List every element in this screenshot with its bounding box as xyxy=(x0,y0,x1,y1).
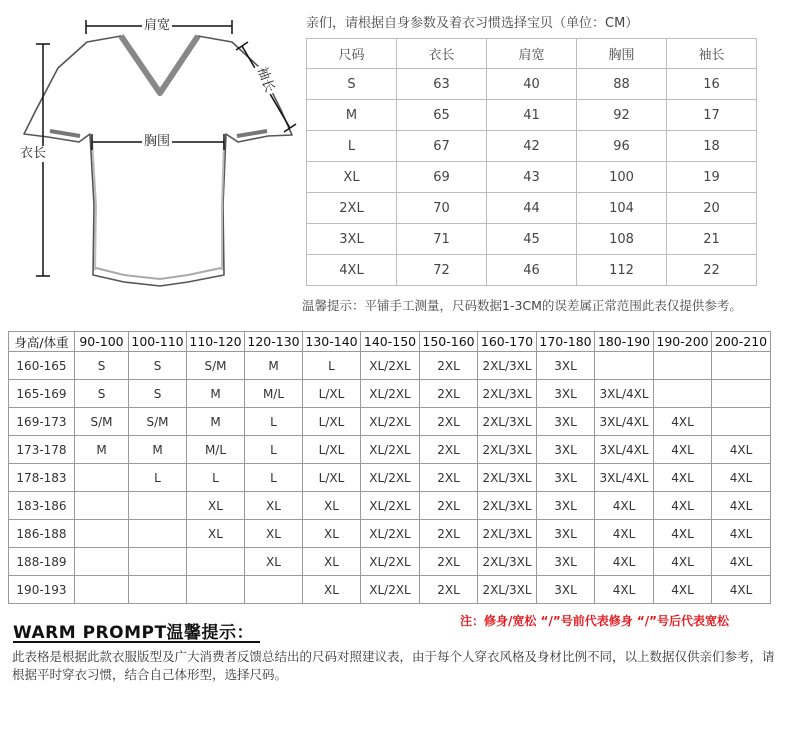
recommended-size-cell xyxy=(75,492,129,520)
hw-table-row xyxy=(9,520,771,548)
size-value-cell: 40 xyxy=(487,69,577,100)
recommended-size-cell: S xyxy=(129,380,187,408)
recommended-size-cell: 4XL xyxy=(712,520,771,548)
size-table xyxy=(306,38,757,286)
recommended-size-cell: 4XL xyxy=(654,436,712,464)
hw-table-row xyxy=(9,464,771,492)
height-label-cell: 178-183 xyxy=(9,464,75,492)
recommended-size-cell: XL xyxy=(303,492,361,520)
recommended-size-cell: 2XL xyxy=(420,464,478,492)
size-label-cell: L xyxy=(307,131,397,162)
size-value-cell: 44 xyxy=(487,193,577,224)
recommended-size-cell: XL/2XL xyxy=(361,408,420,436)
recommended-size-cell: 3XL xyxy=(537,492,595,520)
recommended-size-cell: S/M xyxy=(75,408,129,436)
size-table-row xyxy=(307,69,757,100)
recommended-size-cell: 2XL xyxy=(420,548,478,576)
size-value-cell: 17 xyxy=(667,100,757,131)
recommended-size-cell: 4XL xyxy=(654,576,712,604)
weight-header-cell: 100-110 xyxy=(129,332,187,352)
size-table-row xyxy=(307,100,757,131)
recommended-size-cell: XL/2XL xyxy=(361,576,420,604)
recommended-size-cell: 4XL xyxy=(712,548,771,576)
recommended-size-cell xyxy=(595,352,654,380)
warm-prompt-title: WARM PROMPT温馨提示： xyxy=(13,623,255,643)
recommended-size-cell: M xyxy=(75,436,129,464)
size-table-header-row xyxy=(307,39,757,69)
recommended-size-cell: 2XL xyxy=(420,352,478,380)
recommended-size-cell: XL xyxy=(245,548,303,576)
hw-corner-header: 身高/体重 xyxy=(9,332,75,352)
recommended-size-cell: L xyxy=(245,408,303,436)
recommended-size-cell: XL/2XL xyxy=(361,352,420,380)
size-value-cell: 46 xyxy=(487,255,577,286)
recommended-size-cell xyxy=(712,408,771,436)
size-value-cell: 42 xyxy=(487,131,577,162)
recommended-size-cell: 2XL/3XL xyxy=(478,408,537,436)
recommended-size-cell: 4XL xyxy=(712,492,771,520)
weight-header-cell: 170-180 xyxy=(537,332,595,352)
recommended-size-cell: 2XL/3XL xyxy=(478,380,537,408)
recommended-size-cell xyxy=(187,576,245,604)
size-value-cell: 96 xyxy=(577,131,667,162)
size-table-row xyxy=(307,193,757,224)
height-label-cell: 173-178 xyxy=(9,436,75,464)
size-value-cell: 19 xyxy=(667,162,757,193)
weight-header-cell: 90-100 xyxy=(75,332,129,352)
recommended-size-cell: 2XL xyxy=(420,380,478,408)
height-label-cell: 186-188 xyxy=(9,520,75,548)
recommended-size-cell: 4XL xyxy=(595,548,654,576)
recommended-size-cell: XL xyxy=(303,576,361,604)
length-label: 衣长 xyxy=(20,146,47,161)
recommended-size-cell: M/L xyxy=(187,436,245,464)
recommended-size-cell: 2XL/3XL xyxy=(478,520,537,548)
height-label-cell: 190-193 xyxy=(9,576,75,604)
size-label-cell: XL xyxy=(307,162,397,193)
recommended-size-cell xyxy=(129,520,187,548)
size-label-cell: M xyxy=(307,100,397,131)
size-value-cell: 21 xyxy=(667,224,757,255)
size-value-cell: 67 xyxy=(397,131,487,162)
size-value-cell: 108 xyxy=(577,224,667,255)
recommended-size-cell: 4XL xyxy=(712,436,771,464)
hw-table-row xyxy=(9,548,771,576)
size-label-cell: S xyxy=(307,69,397,100)
recommended-size-cell: 2XL xyxy=(420,436,478,464)
recommended-size-cell: 4XL xyxy=(654,408,712,436)
recommended-size-cell: 4XL xyxy=(595,520,654,548)
hw-table-row xyxy=(9,492,771,520)
recommended-size-cell: M xyxy=(245,352,303,380)
size-value-cell: 100 xyxy=(577,162,667,193)
weight-header-cell: 180-190 xyxy=(595,332,654,352)
recommended-size-cell xyxy=(245,576,303,604)
recommended-size-cell: L/XL xyxy=(303,464,361,492)
recommended-size-cell: XL/2XL xyxy=(361,380,420,408)
recommended-size-cell: L xyxy=(129,464,187,492)
size-value-cell: 104 xyxy=(577,193,667,224)
recommended-size-cell: L xyxy=(245,464,303,492)
recommended-size-cell: XL xyxy=(245,520,303,548)
recommended-size-cell xyxy=(129,548,187,576)
recommended-size-cell: XL/2XL xyxy=(361,520,420,548)
recommended-size-cell: L/XL xyxy=(303,436,361,464)
height-label-cell: 183-186 xyxy=(9,492,75,520)
size-value-cell: 88 xyxy=(577,69,667,100)
size-table-row xyxy=(307,162,757,193)
height-label-cell: 165-169 xyxy=(9,380,75,408)
size-header-cell: 袖长 xyxy=(667,39,757,69)
recommended-size-cell: 4XL xyxy=(654,492,712,520)
recommended-size-cell: M xyxy=(129,436,187,464)
recommended-size-cell: 3XL/4XL xyxy=(595,408,654,436)
size-value-cell: 69 xyxy=(397,162,487,193)
recommended-size-cell: L/XL xyxy=(303,380,361,408)
weight-header-cell: 150-160 xyxy=(420,332,478,352)
recommended-size-cell: XL xyxy=(187,492,245,520)
size-label-cell: 3XL xyxy=(307,224,397,255)
size-header-cell: 衣长 xyxy=(397,39,487,69)
size-value-cell: 43 xyxy=(487,162,577,193)
weight-header-cell: 140-150 xyxy=(361,332,420,352)
size-value-cell: 92 xyxy=(577,100,667,131)
recommended-size-cell: 4XL xyxy=(654,520,712,548)
recommended-size-cell: 2XL/3XL xyxy=(478,492,537,520)
height-label-cell: 160-165 xyxy=(9,352,75,380)
recommended-size-cell xyxy=(75,464,129,492)
recommended-size-cell: 3XL xyxy=(537,380,595,408)
hw-table-row xyxy=(9,576,771,604)
recommended-size-cell xyxy=(712,352,771,380)
recommended-size-cell: M xyxy=(187,408,245,436)
size-header-cell: 肩宽 xyxy=(487,39,577,69)
weight-header-cell: 160-170 xyxy=(478,332,537,352)
height-label-cell: 169-173 xyxy=(9,408,75,436)
recommended-size-cell xyxy=(75,548,129,576)
recommended-size-cell: S/M xyxy=(129,408,187,436)
recommended-size-cell: 2XL xyxy=(420,408,478,436)
recommended-size-cell: XL/2XL xyxy=(361,436,420,464)
recommended-size-cell: 3XL/4XL xyxy=(595,436,654,464)
weight-header-cell: 110-120 xyxy=(187,332,245,352)
size-value-cell: 20 xyxy=(667,193,757,224)
height-label-cell: 188-189 xyxy=(9,548,75,576)
warm-prompt-body: 此表格是根据此款衣服版型及广大消费者反馈总结出的尺码对照建议表，由于每个人穿衣风格及身材比例不同，以上数据仅供亲们参考，请根据平时穿衣习惯，结合自己体形型，选择尺码。 xyxy=(12,649,775,682)
recommended-size-cell xyxy=(187,548,245,576)
size-table-row xyxy=(307,224,757,255)
size-label-cell: 2XL xyxy=(307,193,397,224)
recommended-size-cell: 3XL/4XL xyxy=(595,464,654,492)
recommended-size-cell: 3XL xyxy=(537,520,595,548)
hw-table-row xyxy=(9,408,771,436)
recommended-size-cell: 4XL xyxy=(595,576,654,604)
recommended-size-cell: XL/2XL xyxy=(361,492,420,520)
weight-header-cell: 120-130 xyxy=(245,332,303,352)
size-table-caption: 亲们，请根据自身参数及着衣习惯选择宝贝（单位：CM） xyxy=(306,16,639,31)
recommended-size-cell: XL/2XL xyxy=(361,464,420,492)
recommended-size-cell: 2XL/3XL xyxy=(478,352,537,380)
recommended-size-cell: 4XL xyxy=(712,464,771,492)
recommended-size-cell: 2XL xyxy=(420,520,478,548)
recommended-size-cell: XL xyxy=(187,520,245,548)
recommended-size-cell: 4XL xyxy=(654,548,712,576)
weight-header-cell: 200-210 xyxy=(712,332,771,352)
size-label-cell: 4XL xyxy=(307,255,397,286)
recommended-size-cell: 2XL xyxy=(420,492,478,520)
size-table-note: 温馨提示：平铺手工测量，尺码数据1-3CM的误差属正常范围此表仅提供参考。 xyxy=(302,298,742,313)
size-table-body xyxy=(307,69,757,286)
recommended-size-cell: XL xyxy=(303,520,361,548)
recommended-size-cell: XL/2XL xyxy=(361,548,420,576)
recommended-size-cell: XL xyxy=(245,492,303,520)
size-value-cell: 65 xyxy=(397,100,487,131)
size-value-cell: 71 xyxy=(397,224,487,255)
recommended-size-cell xyxy=(129,576,187,604)
recommended-size-cell: L/XL xyxy=(303,408,361,436)
recommended-size-cell: M/L xyxy=(245,380,303,408)
size-header-cell: 胸围 xyxy=(577,39,667,69)
recommended-size-cell xyxy=(712,380,771,408)
shoulder-width-label: 肩宽 xyxy=(144,18,171,33)
recommended-size-cell: S xyxy=(129,352,187,380)
recommended-size-cell: 3XL xyxy=(537,436,595,464)
hw-table-row xyxy=(9,352,771,380)
size-value-cell: 63 xyxy=(397,69,487,100)
hw-table-body xyxy=(9,352,771,604)
recommended-size-cell: M xyxy=(187,380,245,408)
size-table-row xyxy=(307,255,757,286)
size-value-cell: 18 xyxy=(667,131,757,162)
recommended-size-cell: L xyxy=(187,464,245,492)
size-value-cell: 16 xyxy=(667,69,757,100)
recommended-size-cell: L xyxy=(245,436,303,464)
hw-header-row xyxy=(9,332,771,352)
recommended-size-cell: 3XL xyxy=(537,548,595,576)
size-table-row xyxy=(307,131,757,162)
recommended-size-cell xyxy=(75,576,129,604)
warm-prompt-underline xyxy=(13,641,260,643)
chest-label: 胸围 xyxy=(144,134,171,149)
size-value-cell: 72 xyxy=(397,255,487,286)
recommended-size-cell xyxy=(75,520,129,548)
recommended-size-cell xyxy=(129,492,187,520)
size-value-cell: 41 xyxy=(487,100,577,131)
recommended-size-cell: S xyxy=(75,352,129,380)
hw-table-row xyxy=(9,380,771,408)
recommended-size-cell: S/M xyxy=(187,352,245,380)
size-value-cell: 45 xyxy=(487,224,577,255)
height-weight-table xyxy=(8,331,771,604)
recommended-size-cell: 2XL/3XL xyxy=(478,548,537,576)
recommended-size-cell: 3XL/4XL xyxy=(595,380,654,408)
recommended-size-cell: L xyxy=(303,352,361,380)
fit-note: 注：修身/宽松 “/”号前代表修身 “/”号后代表宽松 xyxy=(460,614,730,628)
recommended-size-cell: 2XL xyxy=(420,576,478,604)
size-value-cell: 22 xyxy=(667,255,757,286)
size-value-cell: 70 xyxy=(397,193,487,224)
recommended-size-cell: 2XL/3XL xyxy=(478,576,537,604)
recommended-size-cell: 3XL xyxy=(537,408,595,436)
size-header-cell: 尺码 xyxy=(307,39,397,69)
sleeve-length-label: 袖长 xyxy=(252,63,277,97)
recommended-size-cell: 3XL xyxy=(537,352,595,380)
recommended-size-cell: 3XL xyxy=(537,576,595,604)
recommended-size-cell: 4XL xyxy=(712,576,771,604)
recommended-size-cell: 2XL/3XL xyxy=(478,436,537,464)
weight-header-cell: 190-200 xyxy=(654,332,712,352)
recommended-size-cell: 2XL/3XL xyxy=(478,464,537,492)
recommended-size-cell: 4XL xyxy=(654,464,712,492)
recommended-size-cell xyxy=(654,380,712,408)
weight-header-cell: 130-140 xyxy=(303,332,361,352)
recommended-size-cell: 3XL xyxy=(537,464,595,492)
recommended-size-cell: XL xyxy=(303,548,361,576)
recommended-size-cell: 4XL xyxy=(595,492,654,520)
recommended-size-cell xyxy=(654,352,712,380)
hw-table-row xyxy=(9,436,771,464)
size-value-cell: 112 xyxy=(577,255,667,286)
recommended-size-cell: S xyxy=(75,380,129,408)
